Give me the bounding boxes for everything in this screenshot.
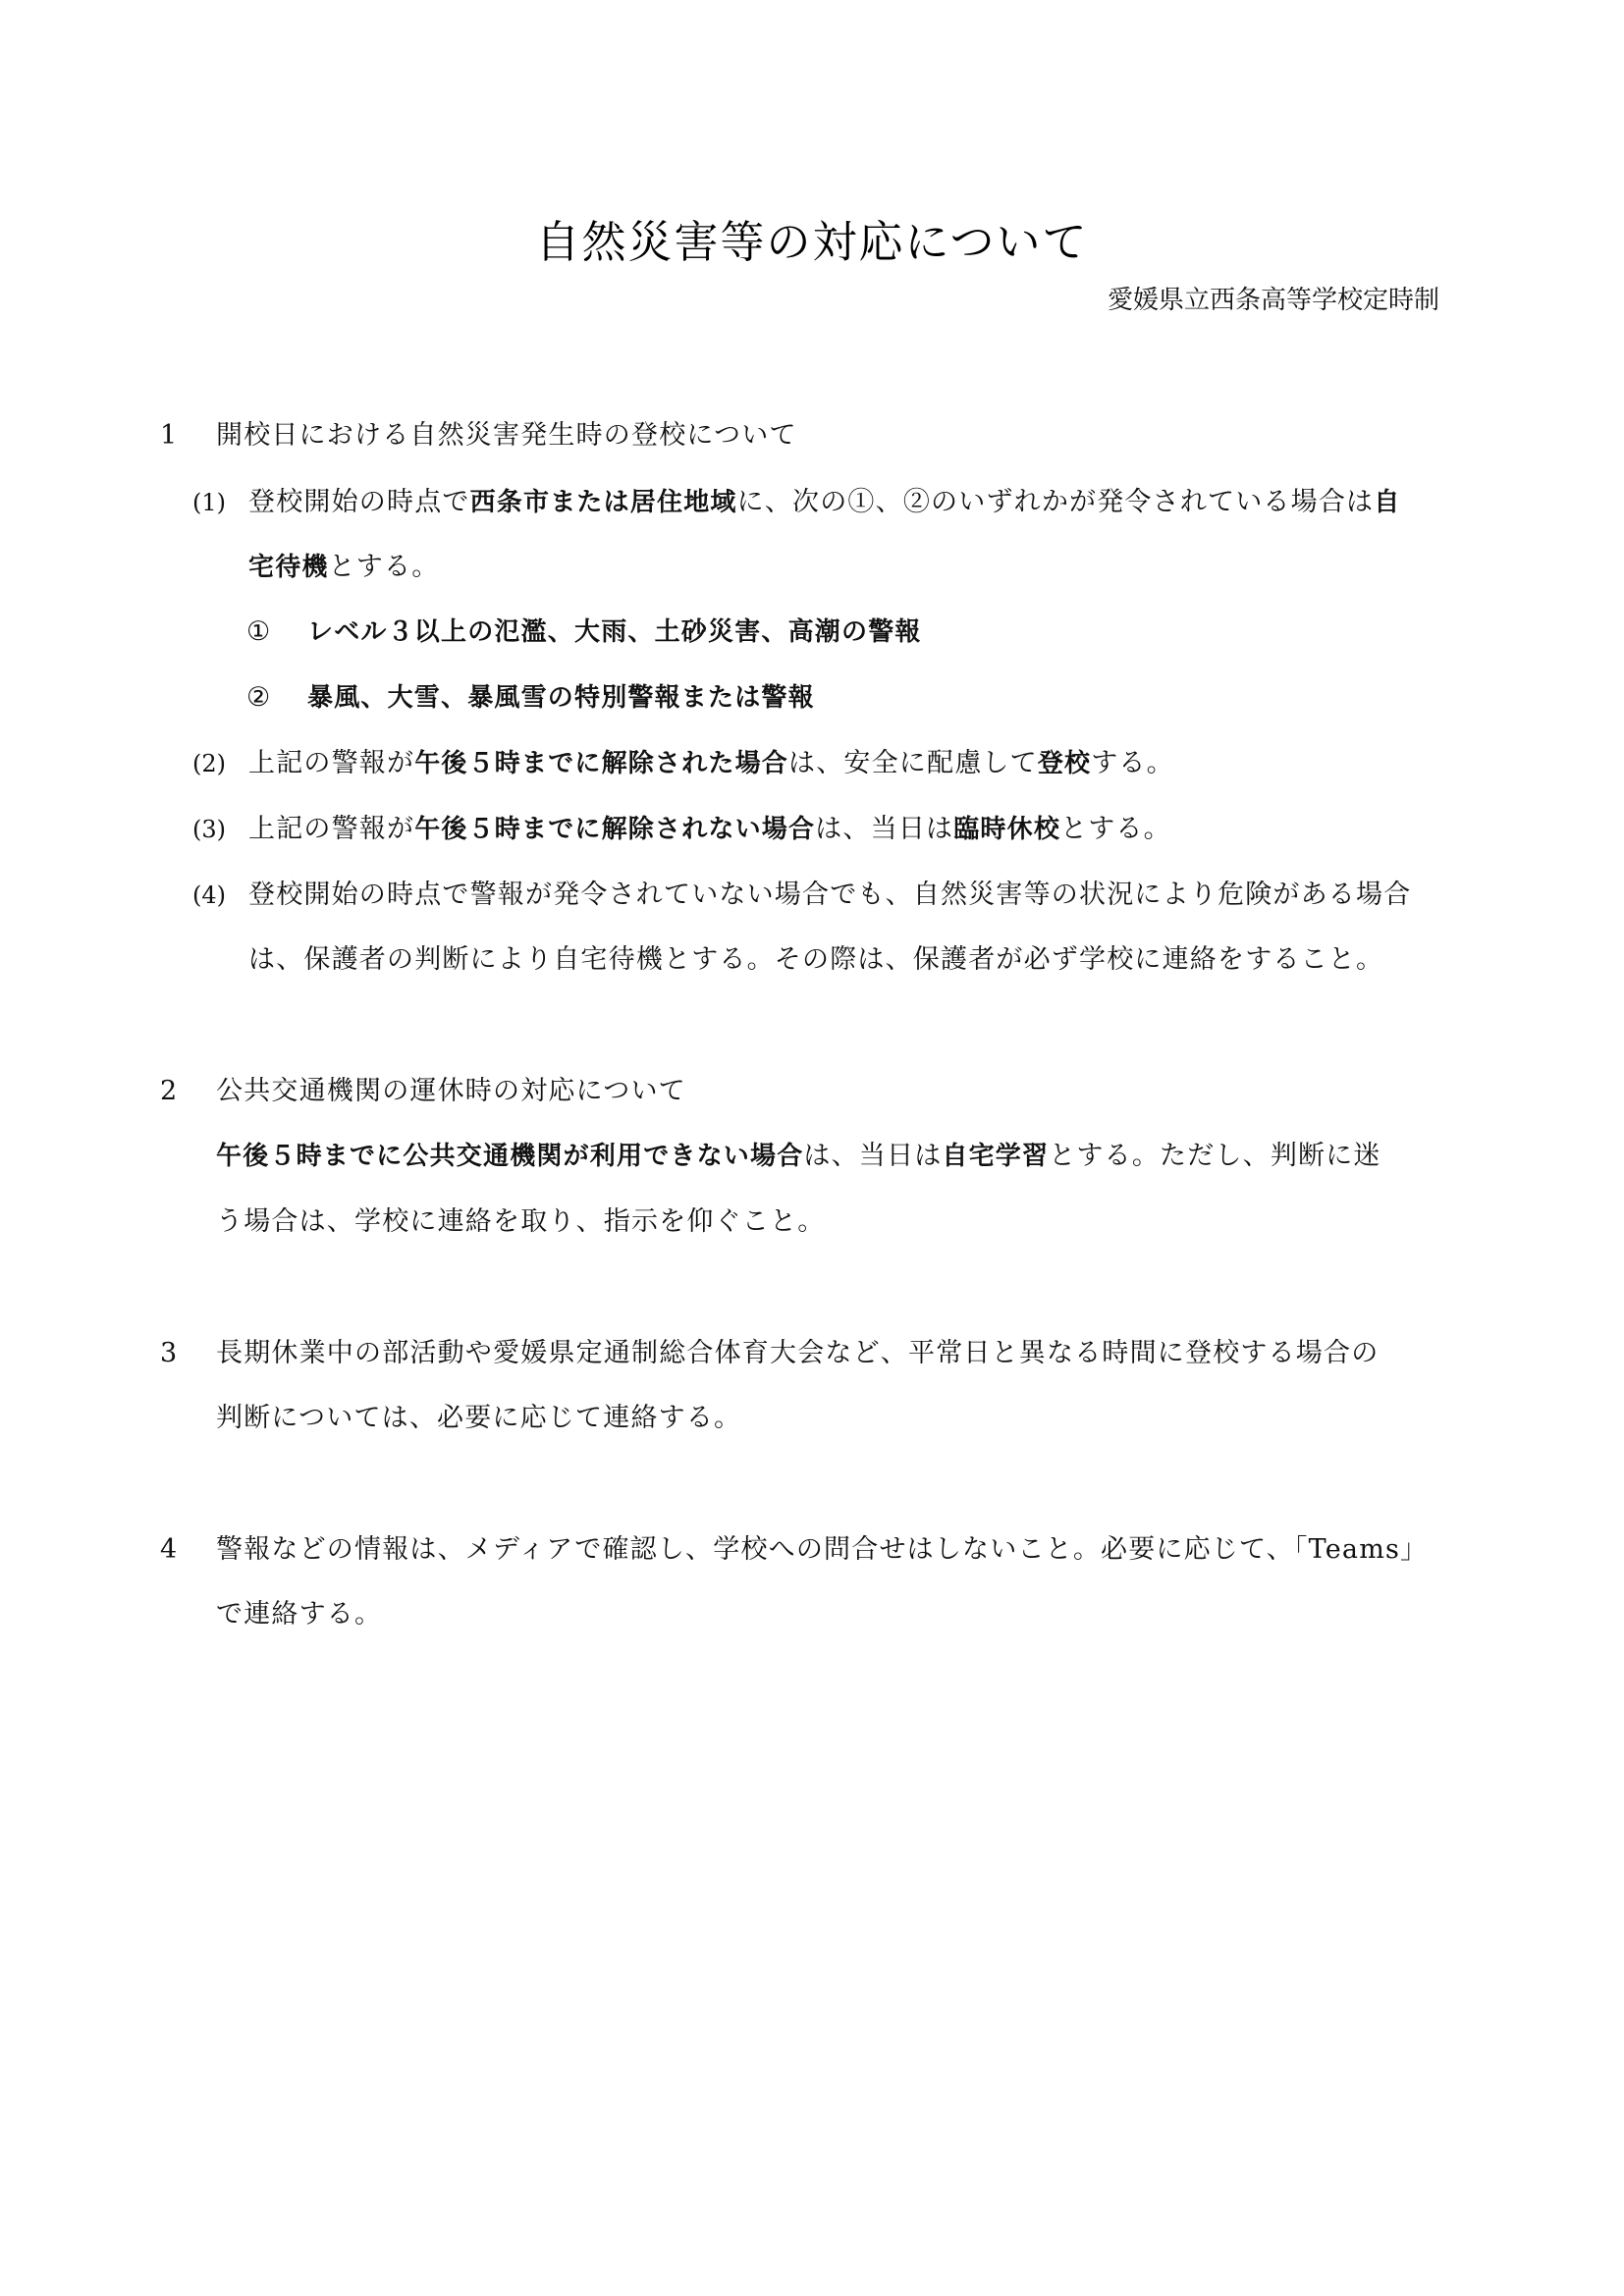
document-title: 自然災害等の対応について (535, 216, 1089, 268)
item-1-2-text: 上記の警報が (248, 748, 415, 778)
section-2-emphasis: 午後５時までに公共交通機関が利用できない場合 (216, 1142, 804, 1171)
item-1-2-text: は、安全に配慮して (788, 748, 1038, 778)
item-1-3-emphasis: 臨時休校 (953, 815, 1061, 844)
item-1-1-text: とする。 (328, 552, 440, 582)
item-1-3-number: (3) (192, 816, 226, 843)
item-1-4-line-1: 登校開始の時点で警報が発令されていない場合でも、自然災害等の状況により危険がある場合 (248, 880, 1412, 910)
item-1-2-text: する。 (1091, 748, 1174, 778)
item-1-2-line (248, 744, 1174, 783)
section-2-line-1 (216, 1137, 1381, 1176)
item-1-1-text: に、次の①、②のいずれかが発令されている場合は (736, 487, 1375, 517)
subitem-2-mark: ② (246, 682, 271, 713)
item-1-1-emphasis-area: 西条市または居住地域 (469, 488, 737, 517)
section-2-text: は、当日は (803, 1141, 943, 1171)
item-1-3-emphasis: 午後５時までに解除されない場合 (414, 815, 816, 844)
item-1-1-text: 登校開始の時点で (248, 487, 470, 517)
section-2-line-2: う場合は、学校に連絡を取り、指示を仰ぐこと。 (216, 1206, 826, 1237)
section-1-number: 1 (160, 420, 178, 451)
section-2-emphasis: 自宅学習 (942, 1142, 1050, 1171)
item-1-3-line (248, 810, 1171, 849)
section-4-line-2: で連絡する。 (216, 1599, 383, 1629)
section-2-text: とする。ただし、判断に迷 (1049, 1141, 1381, 1171)
organization-name: 愛媛県立西条高等学校定時制 (1107, 286, 1439, 315)
section-4-line-1: 警報などの情報は、メディアで確認し、学校への問合せはしないこと。必要に応じて、「Teams」 (216, 1534, 1429, 1565)
item-1-3-text: は、当日は (815, 814, 954, 844)
subitem-2-text: 暴風、大雪、暴風雪の特別警報または警報 (307, 683, 815, 713)
item-1-2-emphasis: 登校 (1037, 749, 1092, 778)
section-2-number: 2 (160, 1076, 178, 1106)
item-1-1-number: (1) (192, 489, 226, 516)
section-3-line-2: 判断については、必要に応じて連絡する。 (216, 1403, 742, 1433)
subitem-1-text: レベル３以上の氾濫、大雨、土砂災害、高潮の警報 (307, 617, 922, 647)
item-1-1-line-1 (248, 483, 1400, 522)
section-3-line-1: 長期休業中の部活動や愛媛県定通制総合体育大会など、平常日と異なる時間に登校する場合の (216, 1338, 1380, 1368)
subitem-1-mark: ① (246, 616, 271, 647)
section-1-heading: 開校日における自然災害発生時の登校について (216, 420, 797, 451)
section-4-number: 4 (160, 1534, 178, 1565)
section-2-heading: 公共交通機関の運休時の対応について (216, 1076, 686, 1106)
item-1-3-text: とする。 (1060, 814, 1171, 844)
item-1-2-emphasis: 午後５時までに解除された場合 (414, 749, 789, 778)
item-1-1-emphasis-standby: 宅待機 (248, 553, 329, 582)
item-1-4-number: (4) (192, 881, 226, 909)
item-1-2-number: (2) (192, 750, 226, 777)
item-1-1-line-2 (248, 548, 439, 587)
section-3-number: 3 (160, 1338, 178, 1368)
item-1-1-emphasis: 自 (1374, 488, 1401, 517)
item-1-4-line-2: は、保護者の判断により自宅待機とする。その際は、保護者が必ず学校に連絡をすること。 (248, 944, 1384, 975)
item-1-3-text: 上記の警報が (248, 814, 415, 844)
